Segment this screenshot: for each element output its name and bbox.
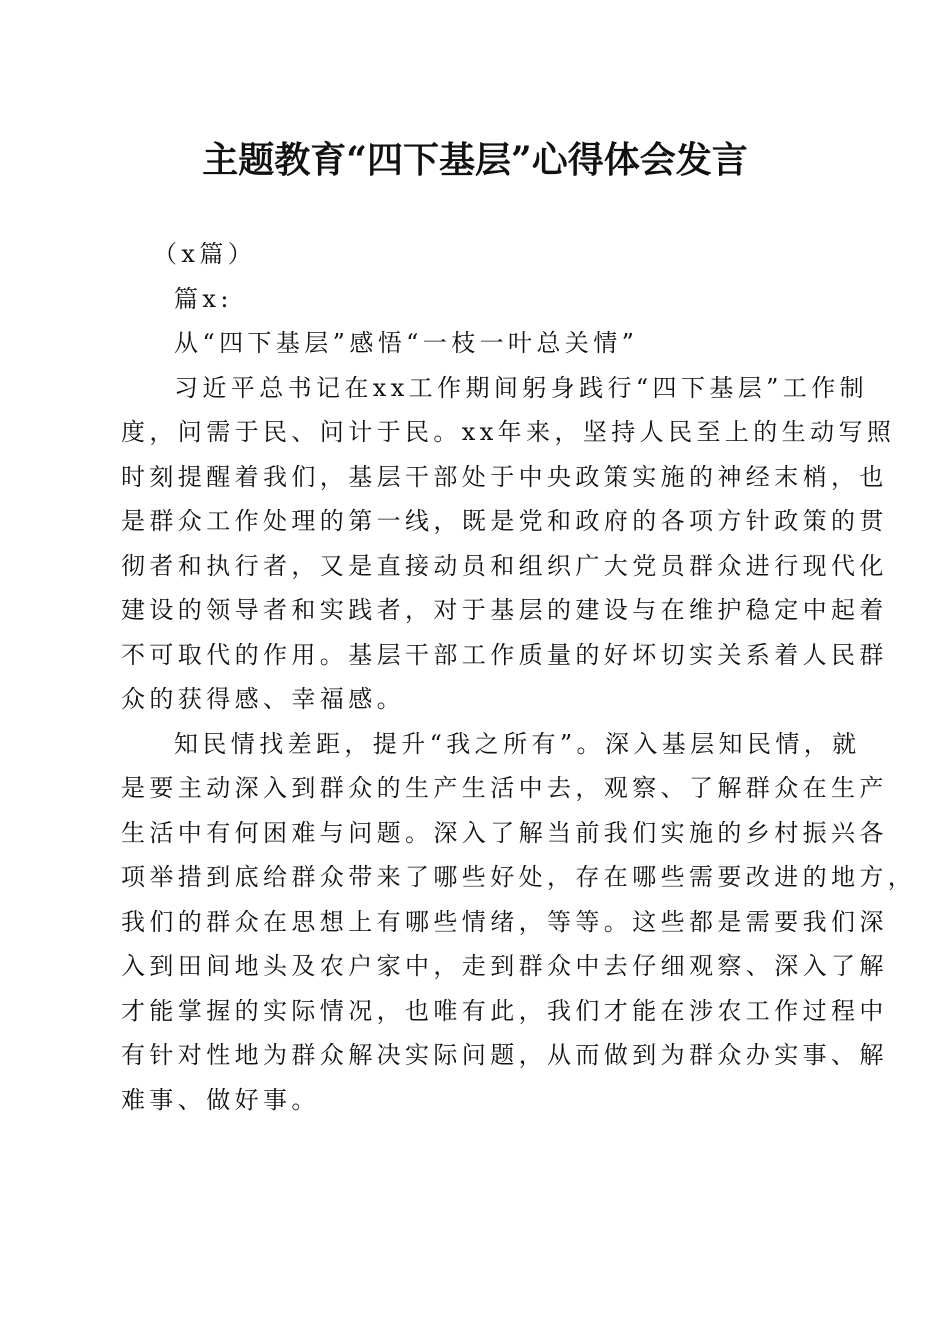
section-heading: 从“四下基层”感悟“一枝一叶总关情” xyxy=(174,329,639,357)
paragraph-line: 度，问需于民、问计于民。xx年来，坚持人民至上的生动写照 xyxy=(121,418,896,446)
paragraph-line: 时刻提醒着我们，基层干部处于中央政策实施的神经末梢，也 xyxy=(121,462,888,491)
paragraph-line: 习近平总书记在xx工作期间躬身践行“四下基层”工作制 xyxy=(174,373,869,402)
paragraph-line: 生活中有何困难与问题。深入了解当前我们实施的乡村振兴各 xyxy=(121,818,888,847)
paragraph-2 xyxy=(121,722,917,1123)
paragraph-line: 彻者和执行者，又是直接动员和组织广大党员群众进行现代化 xyxy=(121,551,888,580)
document-title: 主题教育“四下基层”心得体会发言 xyxy=(202,139,748,181)
paragraph-line: 不可取代的作用。基层干部工作质量的好坏切实关系着人民群 xyxy=(121,640,888,669)
paragraph-1 xyxy=(121,366,896,722)
paragraph-line: 我们的群众在思想上有哪些情绪，等等。这些都是需要我们深 xyxy=(121,907,888,936)
count-note: （x篇） xyxy=(153,240,257,268)
paragraph-line: 入到田间地头及农户家中，走到群众中去仔细观察、深入了解 xyxy=(121,952,888,980)
paragraph-line: 知民情找差距，提升“我之所有”。深入基层知民情，就 xyxy=(174,729,861,758)
paragraph-line: 有针对性地为群众解决实际问题，从而做到为群众办实事、解 xyxy=(121,1041,888,1069)
paragraph-line: 项举措到底给群众带来了哪些好处，存在哪些需要改进的地方， xyxy=(121,863,917,891)
document-body xyxy=(121,232,917,1122)
paragraph-line: 是要主动深入到群众的生产生活中去，观察、了解群众在生产 xyxy=(121,774,888,802)
paragraph-line: 才能掌握的实际情况，也唯有此，我们才能在涉农工作过程中 xyxy=(121,996,888,1025)
part-label: 篇x: xyxy=(174,284,233,313)
paragraph-line: 是群众工作处理的第一线，既是党和政府的各项方针政策的贯 xyxy=(121,507,888,535)
paragraph-line: 难事、做好事。 xyxy=(121,1085,320,1114)
paragraph-line: 建设的领导者和实践者，对于基层的建设与在维护稳定中起着 xyxy=(121,596,888,624)
paragraph-line: 众的获得感、幸福感。 xyxy=(121,685,405,713)
